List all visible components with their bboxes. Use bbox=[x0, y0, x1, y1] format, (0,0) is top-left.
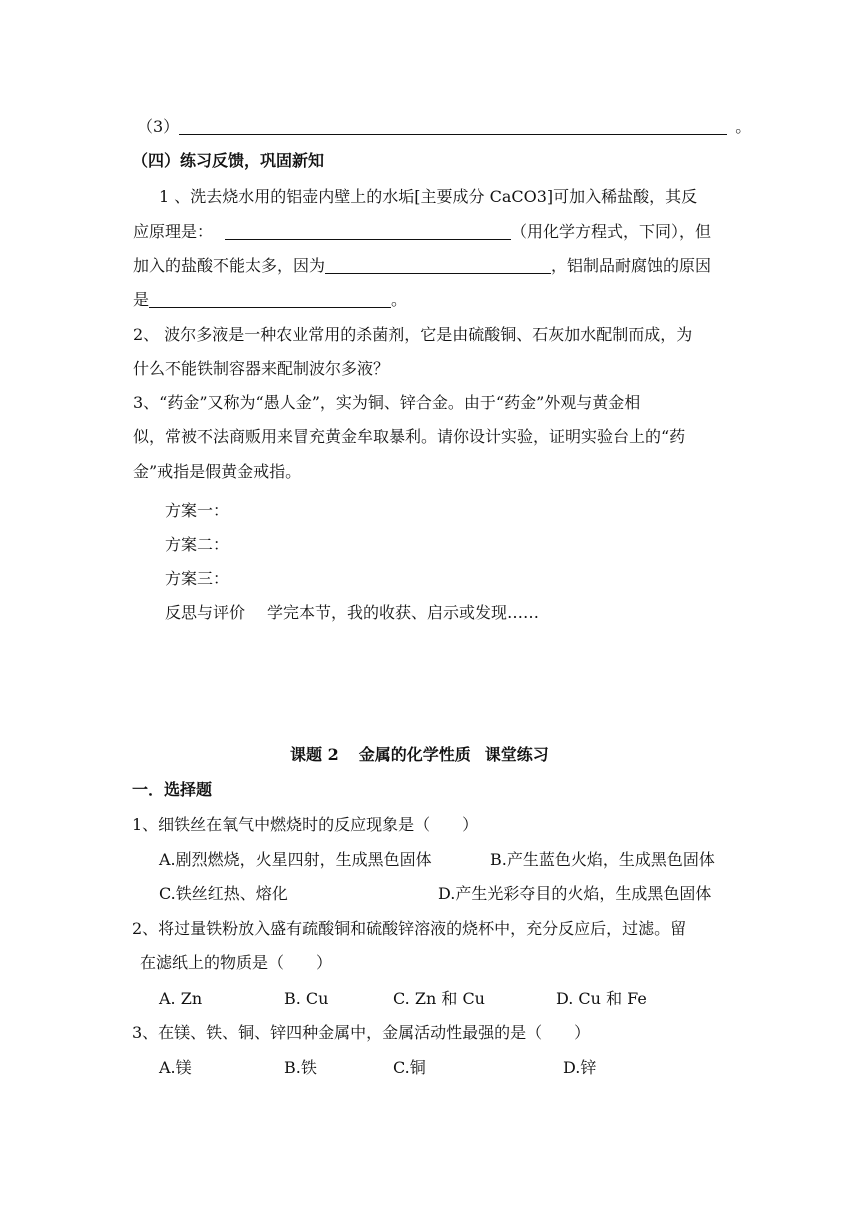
q3-answer-line bbox=[137, 117, 751, 137]
section-choice-title: 一．选择题 bbox=[132, 780, 213, 799]
exercise1-prompt: 应原理是： bbox=[133, 222, 214, 241]
exercise2-line1: 2、 波尔多液是一种农业常用的杀菌剂，它是由硫酸铜、石灰加水配制而成，为 bbox=[133, 325, 693, 344]
practice-title bbox=[290, 745, 549, 765]
question3-option-c[interactable]: C.铜 bbox=[393, 1058, 426, 1077]
exercise1-line3 bbox=[133, 256, 711, 276]
question2-option-a[interactable]: A. Zn bbox=[159, 989, 203, 1008]
plan-three: 方案三： bbox=[165, 569, 230, 588]
practice-title-type: 课堂练习 bbox=[484, 745, 549, 764]
question1-option-c[interactable]: C.铁丝红热、熔化 bbox=[159, 884, 288, 903]
exercise1-corrosion-prompt: ，铝制品耐腐蚀的原因 bbox=[551, 256, 712, 275]
exercise1-reason-blank[interactable] bbox=[325, 257, 551, 274]
question3-option-a[interactable]: A.镁 bbox=[159, 1058, 192, 1077]
plan-two: 方案二： bbox=[165, 535, 230, 554]
question1-option-a[interactable]: A.剧烈燃烧，火星四射，生成黑色固体 bbox=[159, 850, 432, 869]
plan-one: 方案一： bbox=[165, 501, 230, 520]
reflection-text: 学完本节，我的收获、启示或发现…… bbox=[267, 603, 540, 622]
exercise1-is: 是 bbox=[133, 290, 150, 309]
exercise2-line2: 什么不能铁制容器来配制波尔多液？ bbox=[133, 359, 390, 378]
exercise1-hint: （用化学方程式，下同），但 bbox=[511, 222, 712, 241]
reflection-label: 反思与评价 bbox=[165, 603, 246, 622]
q3-label: （3） bbox=[137, 117, 180, 136]
practice-title-subject: 金属的化学性质 bbox=[358, 745, 471, 764]
q3-period: 。 bbox=[735, 117, 752, 136]
exercise1-end: 。 bbox=[391, 290, 408, 309]
question2-option-d[interactable]: D. Cu 和 Fe bbox=[556, 989, 647, 1008]
exercise3-line2: 似，常被不法商贩用来冒充黄金牟取暴利。请你设计实验，证明实验台上的“药 bbox=[133, 427, 686, 446]
exercise1-line4 bbox=[133, 290, 407, 310]
q3-blank[interactable] bbox=[179, 118, 727, 135]
exercise3-line3: 金”戒指是假黄金戒指。 bbox=[133, 462, 302, 481]
exercise1-line1: 1 、洗去烧水用的铝壶内壁上的水垢[主要成分 CaCO3]可加入稀盐酸，其反 bbox=[159, 187, 698, 206]
section4-title: （四）练习反馈，巩固新知 bbox=[132, 151, 325, 170]
exercise3-line1: 3、“药金”又称为“愚人金”，实为铜、锌合金。由于“药金”外观与黄金相 bbox=[133, 393, 641, 412]
practice-title-topic: 课题 2 bbox=[290, 745, 339, 764]
question1-stem: 1、细铁丝在氧气中燃烧时的反应现象是（ ） bbox=[132, 815, 479, 834]
exercise1-corrosion-blank[interactable] bbox=[149, 291, 391, 308]
exercise1-line2 bbox=[133, 222, 711, 242]
question2-option-b[interactable]: B. Cu bbox=[284, 989, 329, 1008]
question1-option-d[interactable]: D.产生光彩夺目的火焰，生成黑色固体 bbox=[438, 884, 712, 903]
question2-stem-line1: 2、将过量铁粉放入盛有疏酸铜和硫酸锌溶液的烧杯中，充分反应后，过滤。留 bbox=[132, 919, 687, 938]
exercise1-equation-blank[interactable] bbox=[225, 223, 511, 240]
question2-option-c[interactable]: C. Zn 和 Cu bbox=[393, 989, 485, 1008]
exercise1-reason-prompt: 加入的盐酸不能太多，因为 bbox=[133, 256, 326, 275]
question3-option-b[interactable]: B.铁 bbox=[284, 1058, 317, 1077]
question2-stem-line2: 在滤纸上的物质是（ ） bbox=[140, 953, 333, 972]
reflection-line bbox=[165, 603, 539, 623]
question1-option-b[interactable]: B.产生蓝色火焰，生成黑色固体 bbox=[490, 850, 715, 869]
question3-option-d[interactable]: D.锌 bbox=[563, 1058, 597, 1077]
question3-stem: 3、在镁、铁、铜、锌四种金属中，金属活动性最强的是（ ） bbox=[132, 1023, 591, 1042]
